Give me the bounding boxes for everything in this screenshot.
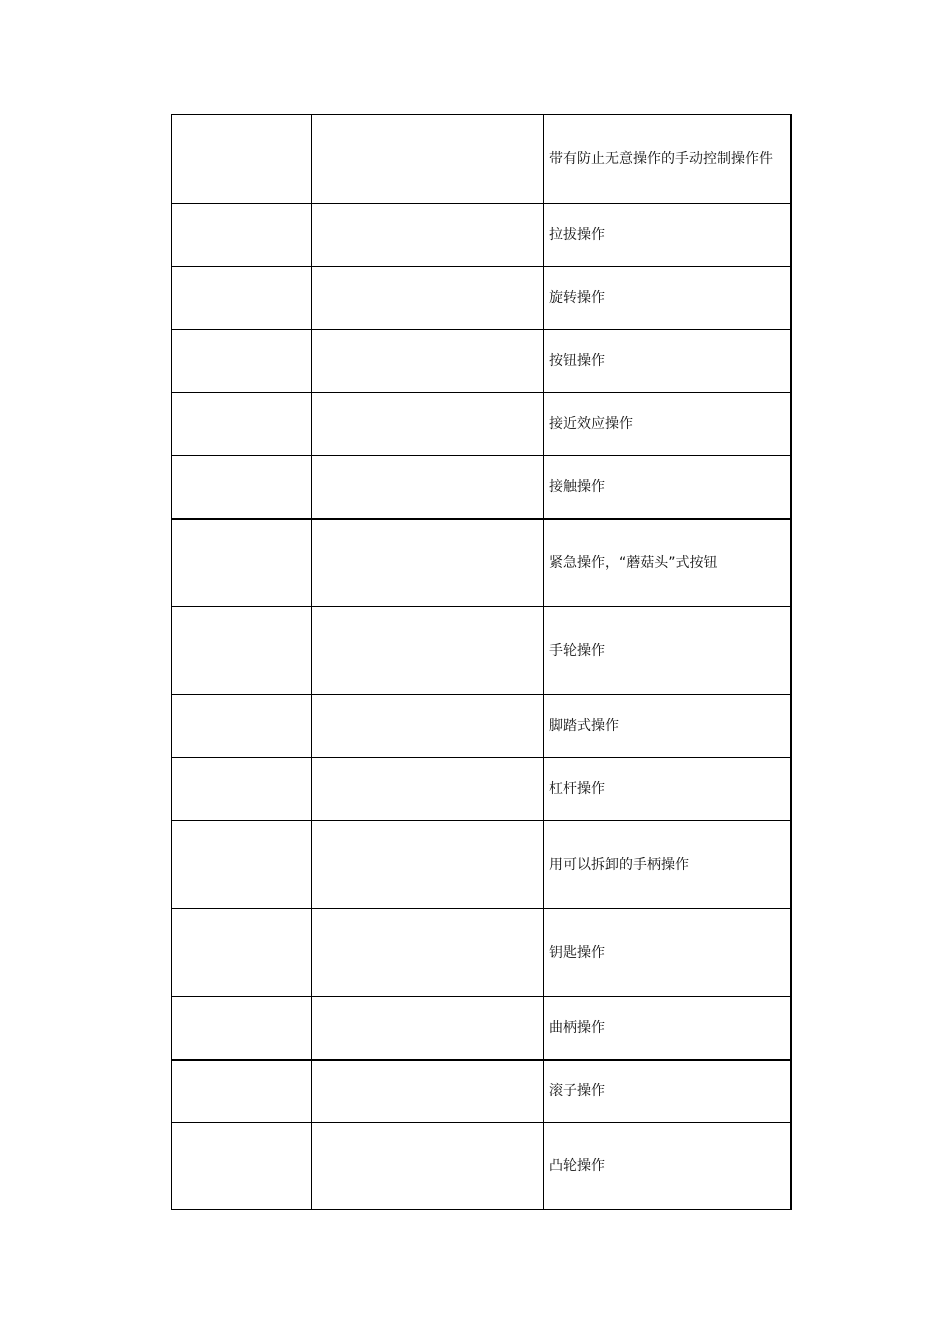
operation-label: 杠杆操作 xyxy=(544,758,792,821)
symbol-cell xyxy=(172,115,312,204)
operation-label: 用可以拆卸的手柄操作 xyxy=(544,821,792,909)
table-row xyxy=(172,821,792,909)
description-cell xyxy=(312,758,544,821)
operation-label: 旋转操作 xyxy=(544,267,792,330)
table-row xyxy=(172,607,792,695)
description-cell xyxy=(312,1060,544,1123)
description-cell xyxy=(312,204,544,267)
symbol-cell xyxy=(172,607,312,695)
operation-table xyxy=(171,114,792,1210)
table-row xyxy=(172,330,792,393)
description-cell xyxy=(312,267,544,330)
symbol-cell xyxy=(172,758,312,821)
table-row xyxy=(172,204,792,267)
symbol-cell xyxy=(172,1123,312,1210)
operation-label: 凸轮操作 xyxy=(544,1123,792,1210)
description-cell xyxy=(312,695,544,758)
operation-label: 脚踏式操作 xyxy=(544,695,792,758)
operation-label: 钥匙操作 xyxy=(544,909,792,997)
operation-label: 拉拔操作 xyxy=(544,204,792,267)
description-cell xyxy=(312,607,544,695)
operation-label: 曲柄操作 xyxy=(544,997,792,1060)
table-row xyxy=(172,909,792,997)
description-cell xyxy=(312,115,544,204)
description-cell xyxy=(312,821,544,909)
operation-label: 接触操作 xyxy=(544,456,792,519)
operation-label: 滚子操作 xyxy=(544,1060,792,1123)
table-row xyxy=(172,393,792,456)
operation-label: 手轮操作 xyxy=(544,607,792,695)
table-row xyxy=(172,758,792,821)
table-row xyxy=(172,695,792,758)
description-cell xyxy=(312,909,544,997)
table-row xyxy=(172,519,792,607)
operation-label: 带有防止无意操作的手动控制操作件 xyxy=(544,115,792,204)
symbol-cell xyxy=(172,330,312,393)
table-row xyxy=(172,997,792,1060)
table-row xyxy=(172,1123,792,1210)
description-cell xyxy=(312,1123,544,1210)
description-cell xyxy=(312,519,544,607)
symbol-cell xyxy=(172,393,312,456)
table-row xyxy=(172,115,792,204)
operation-label: 按钮操作 xyxy=(544,330,792,393)
symbol-cell xyxy=(172,909,312,997)
symbol-cell xyxy=(172,267,312,330)
description-cell xyxy=(312,393,544,456)
symbol-cell xyxy=(172,695,312,758)
symbol-cell xyxy=(172,519,312,607)
table-row xyxy=(172,1060,792,1123)
symbol-cell xyxy=(172,1060,312,1123)
symbol-cell xyxy=(172,997,312,1060)
table-row xyxy=(172,267,792,330)
table-row xyxy=(172,456,792,519)
symbol-cell xyxy=(172,204,312,267)
operation-label: 紧急操作，“蘑菇头”式按钮 xyxy=(544,519,792,607)
description-cell xyxy=(312,456,544,519)
operation-label: 接近效应操作 xyxy=(544,393,792,456)
symbol-cell xyxy=(172,456,312,519)
description-cell xyxy=(312,330,544,393)
symbol-cell xyxy=(172,821,312,909)
description-cell xyxy=(312,997,544,1060)
